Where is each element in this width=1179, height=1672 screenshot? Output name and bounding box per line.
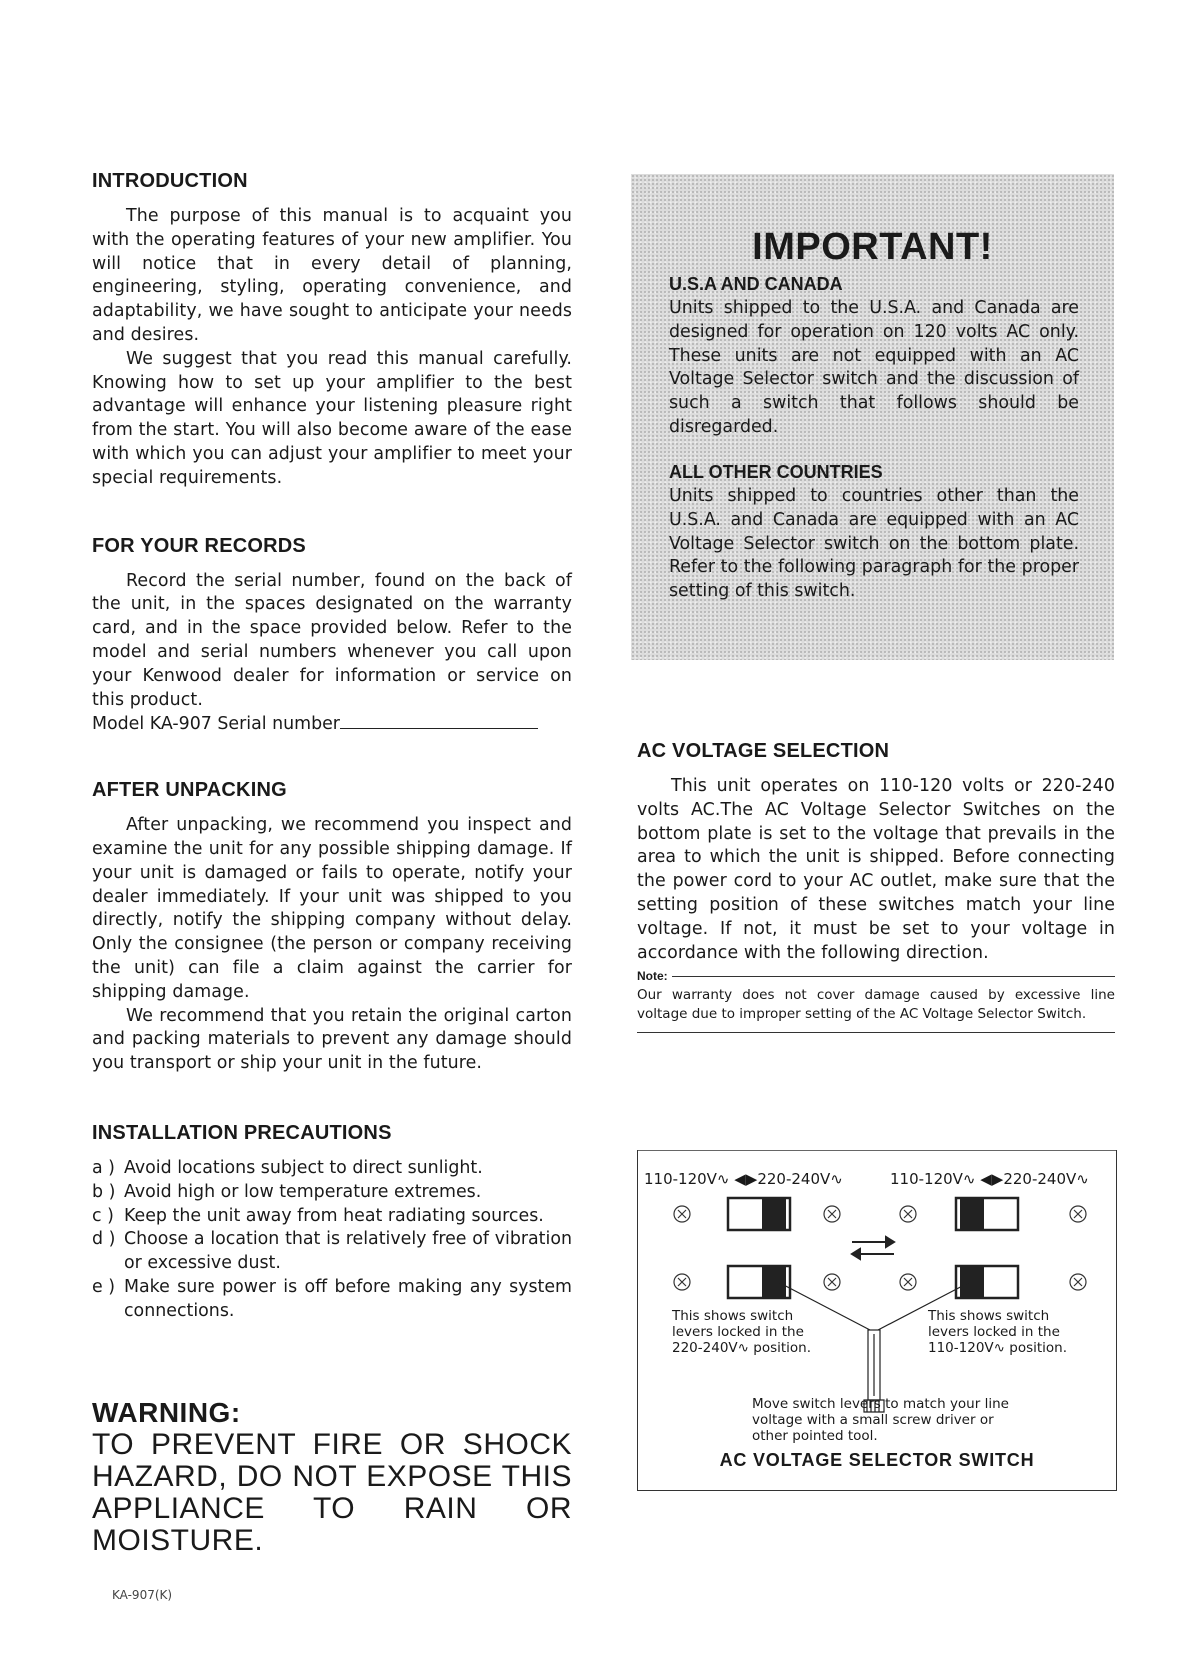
- ac-voltage-heading: AC VOLTAGE SELECTION: [637, 740, 890, 762]
- note-left: This shows switch levers locked in the 220-240V∿ position.: [672, 1308, 812, 1356]
- serial-number-label: Model KA-907 Serial number: [92, 714, 340, 735]
- list-item: [92, 1205, 572, 1229]
- screw-icon: [824, 1274, 840, 1290]
- left-column: [92, 170, 572, 1557]
- warning-section: [92, 1397, 572, 1557]
- unpacking-paragraph-2: We recommend that you retain the original carton and packing materials to prevent any damage should you transport or ship your unit in the future.: [92, 1005, 572, 1074]
- note-label-row: [637, 969, 1115, 983]
- note-text: Our warranty does not cover damage caused by excessive line voltage due to improper setting of the AC Voltage Selector Switch.: [637, 987, 1115, 1023]
- warning-title: WARNING:: [92, 1397, 241, 1429]
- introduction-heading: INTRODUCTION: [92, 170, 248, 192]
- screw-icon: [1070, 1206, 1086, 1222]
- introduction-paragraph-1: The purpose of this manual is to acquaint you with the operating features of your new amplifier. You will notice that in every detail of planning, engineering, styling, operating convenience, and adaptability, we have sought to anticipate your needs and desires.: [92, 206, 572, 345]
- switch-left-top: [728, 1198, 790, 1230]
- list-item: [92, 1181, 572, 1205]
- switch-label-right: 110-120V∿ ◀▶220-240V∿: [890, 1170, 1089, 1188]
- warning-text: TO PREVENT FIRE OR SHOCK HAZARD, DO NOT EXPOSE THIS APPLIANCE TO RAIN OR MOISTURE.: [92, 1428, 572, 1558]
- installation-list: [92, 1157, 572, 1324]
- screw-icon: [674, 1206, 690, 1222]
- other-countries-section: [669, 462, 1079, 604]
- note-right: This shows switch levers locked in the 110-120V∿ position.: [928, 1308, 1068, 1356]
- important-title: IMPORTANT!: [752, 226, 993, 268]
- ac-voltage-paragraph: This unit operates on 110-120 volts or 220-240 volts AC.The AC Voltage Selector Switches on the bottom plate is set to the voltage that prevails in the area to which the unit is shipped. Before connecting the power cord to your AC outlet, make sure that the setting position of these switches match your line voltage. If not, it must be set to your voltage in accordance with the following direction.: [637, 776, 1115, 963]
- list-item: [92, 1228, 572, 1276]
- screw-icon: [900, 1206, 916, 1222]
- switch-left-bottom: [728, 1266, 790, 1298]
- introduction-paragraph-2: We suggest that you read this manual carefully. Knowing how to set up your amplifier to the best advantage will enhance your listening pleasure right from the start. You will also become aware of the ease with which you can adjust your amplifier to meet your special requirements.: [92, 348, 572, 488]
- switch-right-top: [956, 1198, 1018, 1230]
- unpacking-heading: AFTER UNPACKING: [92, 779, 287, 802]
- list-text: Keep the unit away from heat radiating sources.: [124, 1205, 544, 1226]
- list-marker: b ): [92, 1181, 116, 1202]
- figure-caption: AC VOLTAGE SELECTOR SWITCH: [719, 1450, 1035, 1470]
- screw-icon: [900, 1274, 916, 1290]
- list-item: [92, 1276, 572, 1324]
- serial-number-blank: [340, 712, 538, 729]
- introduction-section: [92, 170, 572, 491]
- note-bottom-rule: [637, 1032, 1115, 1033]
- other-countries-text: Units shipped to countries other than the U.S.A. and Canada are equipped with an AC Voltage Selector switch on the bottom plate. Refer to the following paragraph for the proper setting of this switch.: [669, 486, 1079, 602]
- list-text: Avoid high or low temperature extremes.: [124, 1181, 482, 1202]
- screw-icon: [1070, 1274, 1086, 1290]
- list-marker: a ): [92, 1157, 115, 1178]
- note-rule: [672, 976, 1115, 977]
- records-paragraph: Record the serial number, found on the back of the unit, in the spaces designated on the warranty card, and in the space provided below. Refer to the model and serial numbers whenever you call upon your Kenwood dealer for information or service on this product.: [92, 570, 572, 710]
- list-text: Avoid locations subject to direct sunlight.: [124, 1157, 483, 1178]
- installation-heading: INSTALLATION PRECAUTIONS: [92, 1121, 392, 1144]
- unpacking-paragraph-1: After unpacking, we recommend you inspect and examine the unit for any possible shipping damage. If your unit is damaged or fails to operate, notify your dealer immediately. If your unit was shipped to you directly, notify the shipping company without delay. Only the consignee (the person or company receiving the unit) can file a claim against the carrier for shipping damage.: [92, 815, 572, 1002]
- note-label: Note:: [637, 969, 668, 984]
- list-marker: e ): [92, 1276, 116, 1297]
- switch-label-left: 110-120V∿ ◀▶220-240V∿: [644, 1170, 843, 1188]
- instruction-text: Move switch levers to match your line voltage with a small screw driver or other pointed tool.: [752, 1396, 1009, 1444]
- ac-voltage-section: [637, 740, 1115, 1033]
- installation-section: [92, 1122, 572, 1324]
- list-marker: c ): [92, 1205, 114, 1226]
- list-text: Make sure power is off before making any system connections.: [124, 1276, 572, 1321]
- usa-canada-section: [669, 274, 1079, 440]
- serial-number-line: [92, 712, 572, 737]
- list-text: Choose a location that is relatively free of vibration or excessive dust.: [124, 1229, 572, 1274]
- switch-right-bottom: [956, 1266, 1018, 1298]
- unpacking-section: [92, 779, 572, 1076]
- exchange-arrows-icon: [852, 1237, 894, 1259]
- other-countries-heading: ALL OTHER COUNTRIES: [669, 462, 883, 482]
- usa-canada-text: Units shipped to the U.S.A. and Canada are designed for operation on 120 volts AC only. These units are not equipped with an AC Voltage Selector switch and the discussion of such a switch that follows should be disregarded.: [669, 298, 1079, 437]
- page-footer-code: KA-907(K): [112, 1588, 173, 1602]
- screw-icon: [824, 1206, 840, 1222]
- note-block: [637, 969, 1115, 1033]
- records-heading: FOR YOUR RECORDS: [92, 534, 306, 557]
- important-notice-box: [631, 174, 1114, 660]
- list-marker: d ): [92, 1229, 116, 1250]
- voltage-switch-figure: [637, 1150, 1117, 1491]
- usa-canada-heading: U.S.A AND CANADA: [669, 274, 843, 294]
- records-section: [92, 535, 572, 738]
- screw-icon: [674, 1274, 690, 1290]
- list-item: [92, 1157, 572, 1181]
